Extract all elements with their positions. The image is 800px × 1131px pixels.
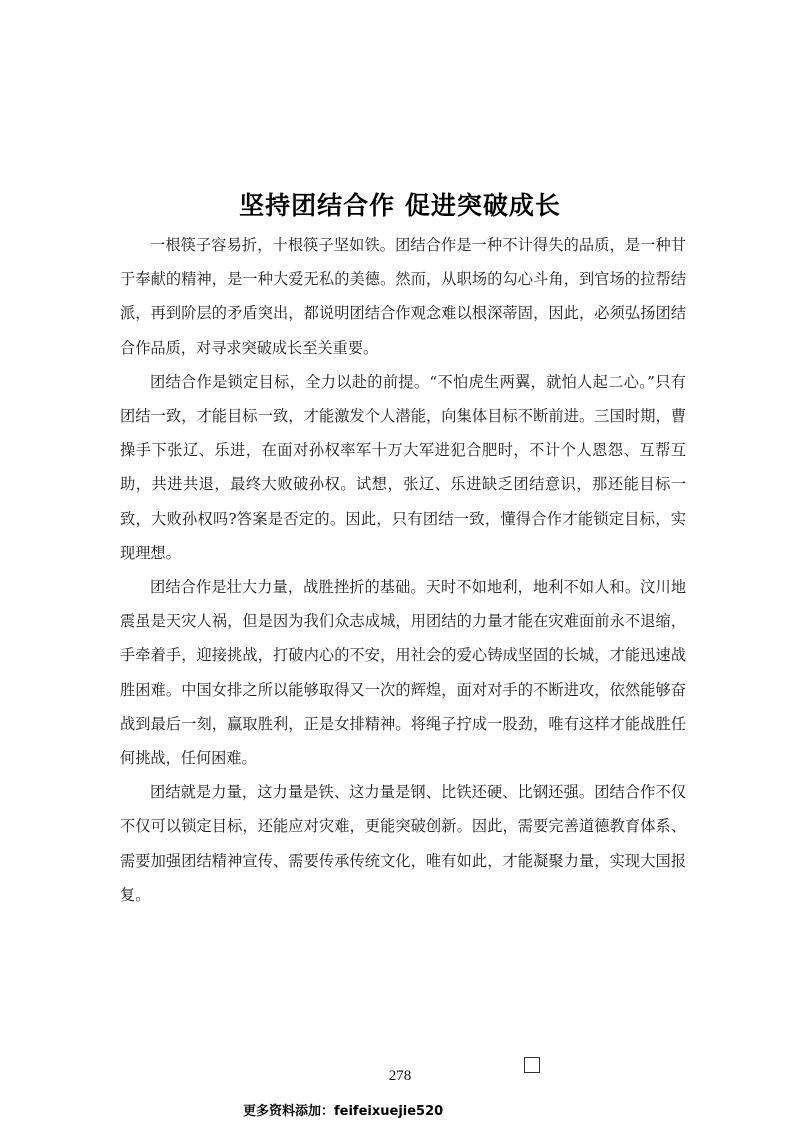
page-number: 278 [388, 1068, 412, 1084]
paragraph-intro: 一根筷子容易折，十根筷子坚如铁。团结合作是一种不计得失的品质，是一种甘于奉献的精神，是一种大爱无私的美德。然而，从职场的勾心斗角，到官场的拉帮结派，再到阶层的矛盾突出，都说明团结合作观念难以根深蒂固，因此，必须弘扬团结合作品质，对寻求突破成长至关重要。 [120, 236, 686, 357]
checkbox-icon[interactable] [524, 1057, 540, 1073]
paragraph-conclusion: 团结就是力量，这力量是铁、这力量是钢、比铁还硬、比钢还强。团结合作不仅不仅可以锁定目标，还能应对灾难，更能突破创新。因此，需要完善道德教育体系、需要加强团结精神宣传、需要传承传统文化，唯有如此，才能凝聚力量，实现大国报复。 [120, 783, 686, 904]
paragraph-strength: 团结合作是壮大力量，战胜挫折的基础。天时不如地利，地利不如人和。汶川地震虽是天灾人祸，但是因为我们众志成城，用团结的力量才能在灾难面前永不退缩，手牵着手，迎接挑战，打破内心的不安，用社会的爱心铸成坚固的长城，才能迅速战胜困难。中国女排之所以能够取得又一次的辉煌，面对对手的不断进攻，依然能够奋战到最后一刻，赢取胜利，正是女排精神。将绳子拧成一股劲，唯有这样才能战胜任何挑战，任何困难。 [120, 578, 686, 768]
page-title: 坚持团结合作 促进突破成长 [239, 191, 561, 220]
footer-note: 更多资料添加：feifeixuejie520 [243, 1104, 444, 1119]
essay-body [120, 228, 686, 912]
paragraph-goal: 团结合作是锁定目标，全力以赴的前提。“不怕虎生两翼，就怕人起二心。”只有团结一致，才能目标一致，才能激发个人潜能，向集体目标不断前进。三国时期，曹操手下张辽、乐进，在面对孙权率军十万大军进犯合肥时，不计个人恩怨、互帮互助，共进共退，最终大败破孙权。试想，张辽、乐进缺乏团结意识，那还能目标一致，大败孙权吗?答案是否定的。因此，只有团结一致，懂得合作才能锁定目标，实现理想。 [120, 372, 686, 562]
